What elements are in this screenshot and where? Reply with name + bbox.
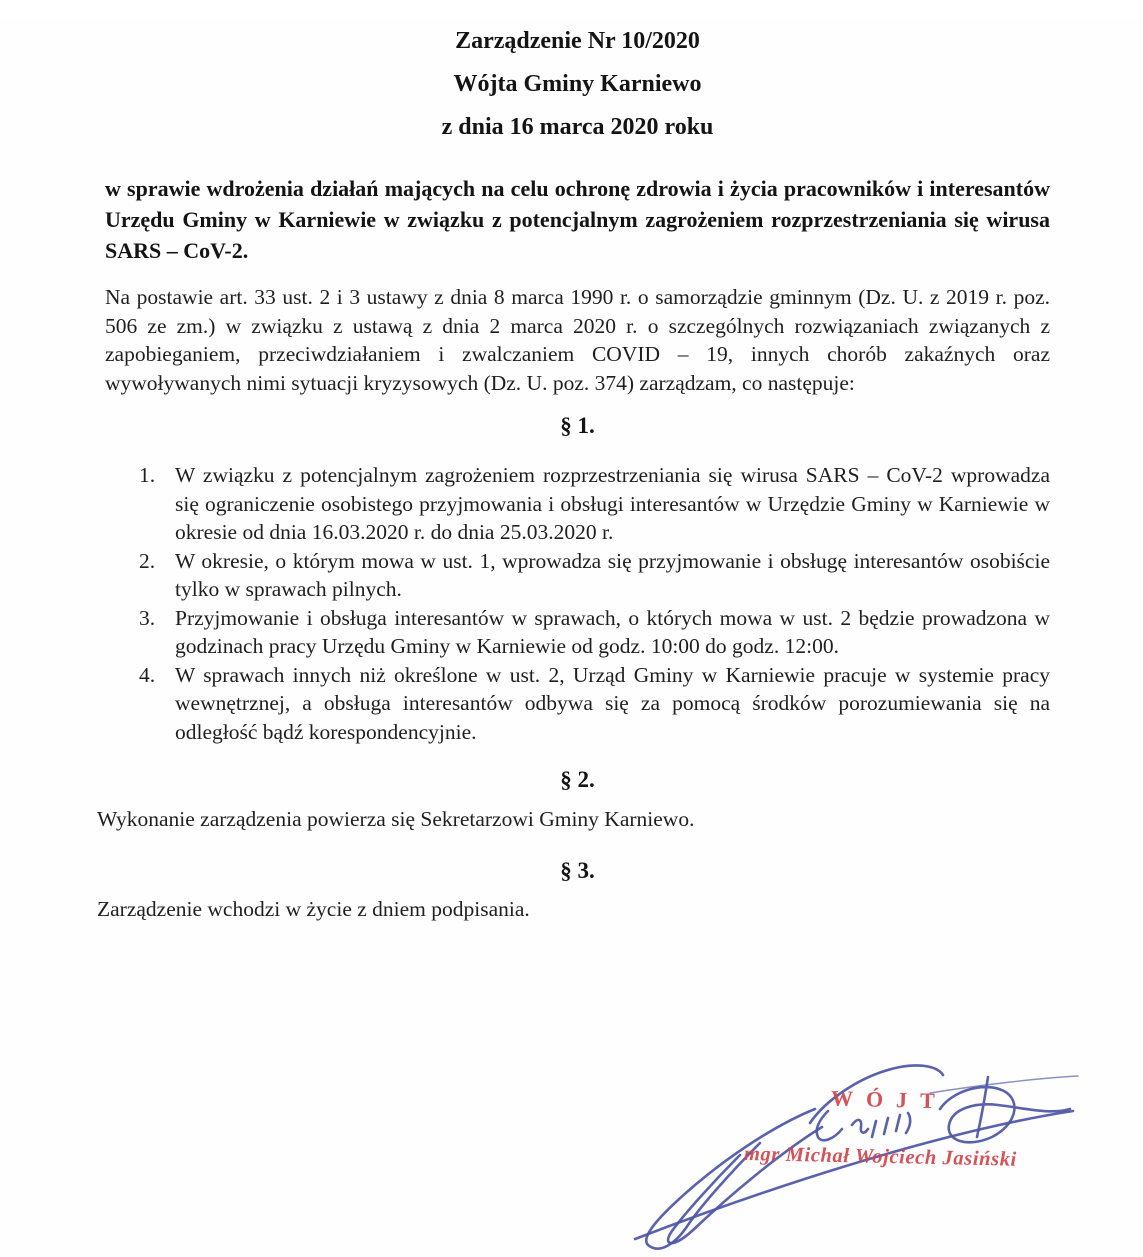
list-item-number: 4.	[139, 662, 156, 687]
legal-basis-paragraph: Na postawie art. 33 ust. 2 i 3 ustawy z dnia 8 marca 1990 r. o samorządzie gminnym (Dz. U. z 2019 r. poz. 506 ze zm.) w związku z ustawą z dnia 2 marca 2020 r. o szczególnych rozwiązaniach związanych z zapobieganiem, przeciwdziałaniem i zwalczaniem COVID – 19, innych chorób zakaźnych oraz wywoływanych nimi sytuacji kryzysowych (Dz. U. poz. 374) zarządzam, co następuje:	[105, 285, 1050, 395]
document-title-number: Zarządzenie Nr 10/2020	[455, 28, 700, 54]
document-title-issuer: Wójta Gminy Karniewo	[453, 71, 702, 97]
list-item	[139, 547, 1050, 604]
document-title-date: z dnia 16 marca 2020 roku	[441, 114, 714, 140]
document-subject: w sprawie wdrożenia działań mających na celu ochronę zdrowia i życia pracowników i interesantów Urzędu Gminy w Karniewie w związku z potencjalnym zagrożeniem rozprzestrzeniania się wirusa SARS – CoV-2.	[105, 176, 1050, 263]
section-2-heading: § 2.	[560, 767, 595, 793]
section-1-list	[105, 461, 1050, 746]
stamp-title: WÓJT	[830, 1085, 949, 1114]
section-3-paragraph: Zarządzenie wchodzi w życie z dniem podpisania.	[97, 897, 530, 922]
list-item	[139, 604, 1050, 661]
list-item-text: W związku z potencjalnym zagrożeniem rozprzestrzeniania się wirusa SARS – CoV-2 wprowadza się ograniczenie osobistego przyjmowania i obsługi interesantów w Urzędzie Gminy w Karniewie w okresie od dnia 16.03.2020 r. do dnia 25.03.2020 r.	[175, 463, 1050, 545]
document-header	[105, 20, 1050, 149]
list-item	[139, 661, 1050, 747]
signature-stroke-oval	[940, 1077, 1070, 1142]
section-1-heading: § 1.	[560, 413, 595, 439]
document-page	[0, 20, 1143, 1257]
signature-stroke-sweep	[635, 1111, 1073, 1239]
section-3-heading: § 3.	[560, 858, 595, 884]
list-item-number: 1.	[139, 463, 156, 488]
section-2-paragraph: Wykonanie zarządzenia powierza się Sekretarzowi Gminy Karniewo.	[97, 807, 695, 832]
list-item-number: 3.	[139, 605, 156, 630]
list-item-text: W sprawach innych niż określone w ust. 2, Urząd Gminy w Karniewie pracuje w systemie pracy wewnętrznej, a obsługa interesantów odbywa się za pomocą środków porozumiewania się na odległość bądź korespondencyjnie.	[175, 662, 1050, 744]
signature-stroke-letters	[817, 1111, 910, 1140]
list-item-text: W okresie, o którym mowa w ust. 1, wprowadza się przyjmowanie i obsługę interesantów osobiście tylko w sprawach pilnych.	[175, 548, 1050, 602]
list-item-text: Przyjmowanie i obsługa interesantów w sprawach, o których mowa w ust. 2 będzie prowadzona w godzinach pracy Urzędu Gminy w Karniewie od godz. 10:00 do godz. 12:00.	[175, 605, 1050, 659]
list-item-number: 2.	[139, 548, 156, 573]
list-item	[139, 461, 1050, 547]
signature-block	[600, 1045, 1080, 1257]
stamp-name: mgr Michał Wojciech Jasiński	[743, 1143, 1018, 1171]
signature-stroke-loop2	[646, 1109, 815, 1249]
